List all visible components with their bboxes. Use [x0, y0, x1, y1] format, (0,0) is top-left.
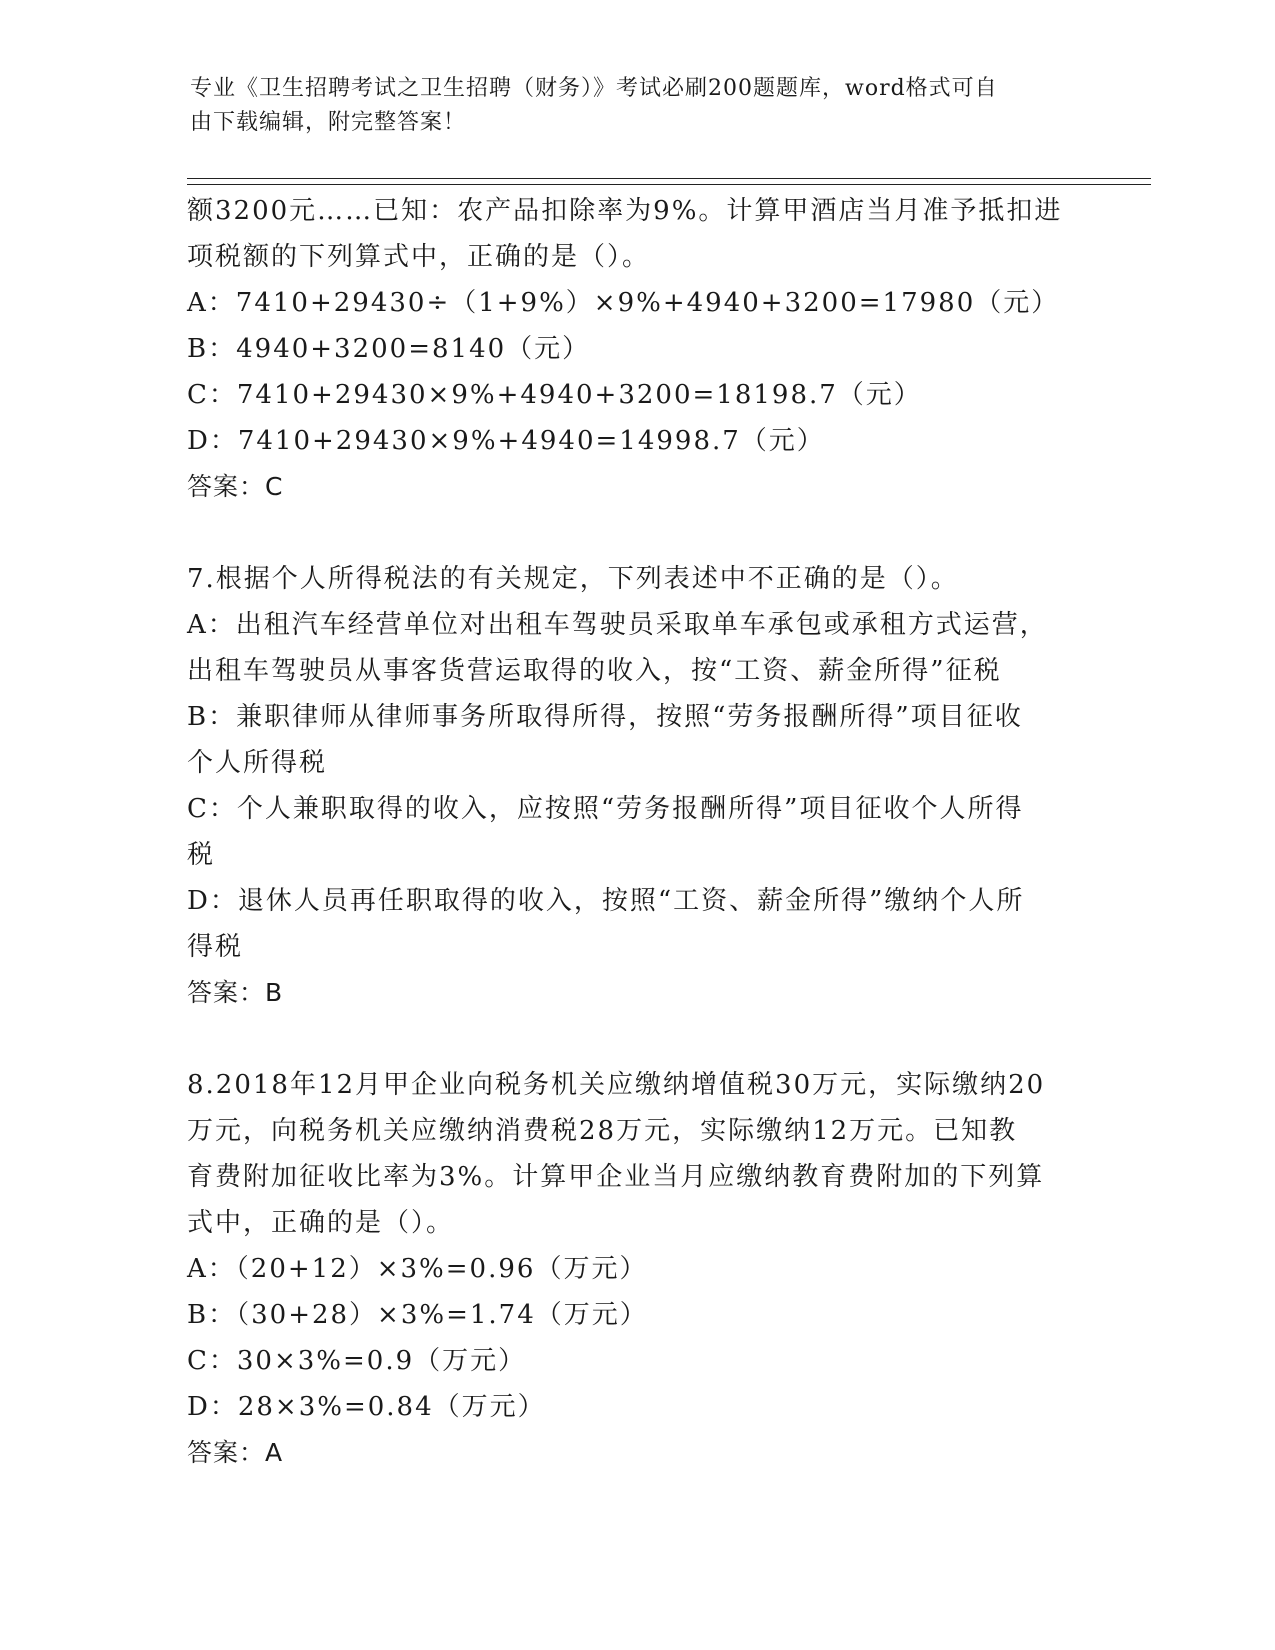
q8-option-a: A：（20+12）×3%=0.96（万元） — [187, 1254, 648, 1284]
question-7 — [187, 556, 1087, 1016]
q7-stem: 7.根据个人所得税法的有关规定，下列表述中不正确的是（）。 — [187, 564, 959, 594]
q7-option-c-line-1: C：个人兼职取得的收入，应按照“劳务报酬所得”项目征收个人所得 — [187, 794, 1024, 824]
header-divider-bottom — [187, 184, 1151, 185]
q6-option-d: D：7410+29430×9%+4940=14998.7（元） — [187, 426, 825, 456]
q8-option-d: D：28×3%=0.84（万元） — [187, 1392, 546, 1422]
q7-option-c-line-2: 税 — [187, 840, 216, 870]
q8-stem-line-3: 育费附加征收比率为3%。计算甲企业当月应缴纳教育费附加的下列算 — [187, 1162, 1045, 1192]
q7-option-d-line-2: 得税 — [187, 932, 244, 962]
question-6 — [187, 188, 1087, 510]
q7-option-a-line-1: A：出租汽车经营单位对出租车驾驶员采取单车承包或承租方式运营， — [187, 610, 1048, 640]
spacer — [187, 1016, 1087, 1062]
q6-option-c: C：7410+29430×9%+4940+3200=18198.7（元） — [187, 380, 922, 410]
q8-stem-line-2: 万元，向税务机关应缴纳消费税28万元，实际缴纳12万元。已知教 — [187, 1116, 1018, 1146]
header-divider-top — [187, 178, 1151, 179]
q6-stem-line-1: 额3200元……已知：农产品扣除率为9%。计算甲酒店当月准予抵扣进 — [187, 196, 1063, 226]
q7-option-d-line-1: D：退休人员再任职取得的收入，按照“工资、薪金所得”缴纳个人所 — [187, 886, 1025, 916]
page-header — [190, 72, 1070, 140]
q8-stem-line-4: 式中，正确的是（）。 — [187, 1208, 455, 1238]
header-line-1: 专业《卫生招聘考试之卫生招聘（财务）》考试必刷200题题库，word格式可自 — [190, 76, 998, 101]
header-line-2: 由下载编辑，附完整答案！ — [190, 110, 467, 135]
document-body — [187, 188, 1087, 1476]
q8-option-c: C：30×3%=0.9（万元） — [187, 1346, 527, 1376]
q6-stem-line-2: 项税额的下列算式中，正确的是（）。 — [187, 242, 651, 272]
q7-option-a-line-2: 出租车驾驶员从事客货营运取得的收入，按“工资、薪金所得”征税 — [187, 656, 1002, 686]
q6-option-a: A：7410+29430÷（1+9%）×9%+4940+3200=17980（元） — [187, 288, 1060, 318]
spacer — [187, 510, 1087, 556]
q8-option-b: B：（30+28）×3%=1.74（万元） — [187, 1300, 648, 1330]
q7-answer: 答案：B — [187, 978, 284, 1007]
q8-answer: 答案：A — [187, 1438, 284, 1467]
q7-option-b-line-2: 个人所得税 — [187, 748, 328, 778]
question-8 — [187, 1062, 1087, 1476]
q7-option-b-line-1: B：兼职律师从律师事务所取得所得，按照“劳务报酬所得”项目征收 — [187, 702, 1023, 732]
q6-option-b: B：4940+3200=8140（元） — [187, 334, 591, 364]
q8-stem-line-1: 8.2018年12月甲企业向税务机关应缴纳增值税30万元，实际缴纳20 — [187, 1070, 1046, 1100]
q6-answer: 答案：C — [187, 472, 284, 501]
